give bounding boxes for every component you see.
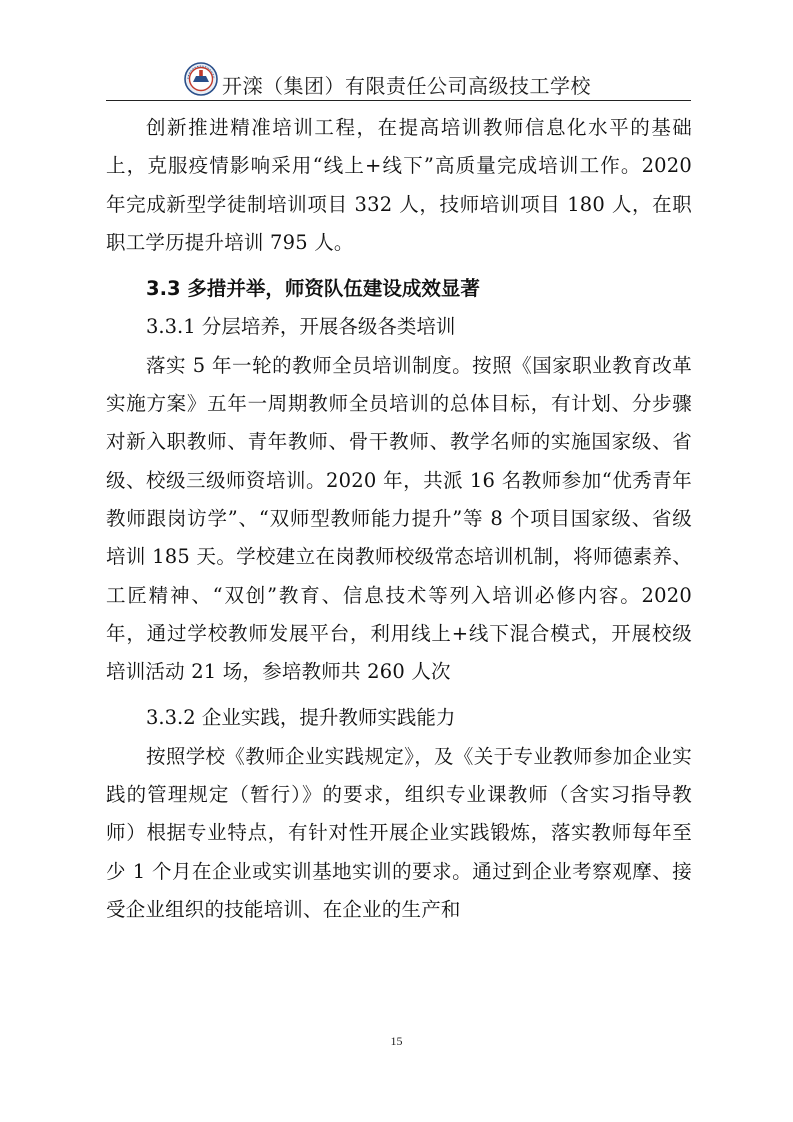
subheading-tiered-training: 3.3.1 分层培养，开展各级各类培训 <box>146 315 456 339</box>
paragraph-training-project: 创新推进精准培训工程，在提高培训教师信息化水平的基础上，克服疫情影响采用“线上+线下”高质量完成培训工作。2020 年完成新型学徒制培训项目 332 人，技师培训项目 180 人，在职职工学历提升培训 795 人。 <box>106 116 692 254</box>
section-heading: 3.3 多措并举，师资队伍建设成效显著 <box>146 277 480 301</box>
document-body <box>106 109 692 929</box>
paragraph-teacher-training: 落实 5 年一轮的教师全员培训制度。按照《国家职业教育改革实施方案》五年一周期教师全员培训的总体目标，有计划、分步骤对新入职教师、青年教师、骨干教师、教学名师的实施国家级、省级、校级三级师资培训。2020 年，共派 16 名教师参加“优秀青年教师跟岗访学”、“双师型教师能力提升”等 8 个项目国家级、省级培训 185 天。学校建立在岗教师校级常态培训机制，将师德素养、工匠精神、“双创”教育、信息技术等列入培训必修内容。2020 年，通过学校教师发展平台，利用线上+线下混合模式，开展校级培训活动 21 场，参培教师共 260 人次 <box>106 353 692 684</box>
page-number: 15 <box>390 1034 403 1048</box>
school-emblem-icon <box>184 62 218 96</box>
header-divider <box>106 100 691 101</box>
header-title: 开滦（集团）有限责任公司高级技工学校 <box>222 74 591 98</box>
subheading-enterprise-practice: 3.3.2 企业实践，提升教师实践能力 <box>146 706 456 730</box>
page-header <box>106 62 691 102</box>
paragraph-enterprise-practice: 按照学校《教师企业实践规定》，及《关于专业教师参加企业实践的管理规定（暂行）》的要求，组织专业课教师（含实习指导教师）根据专业特点，有针对性开展企业实践锻炼，落实教师每年至少 1 个月在企业或实训基地实训的要求。通过到企业考察观摩、接受企业组织的技能培训、在企业的生产和 <box>106 744 692 921</box>
